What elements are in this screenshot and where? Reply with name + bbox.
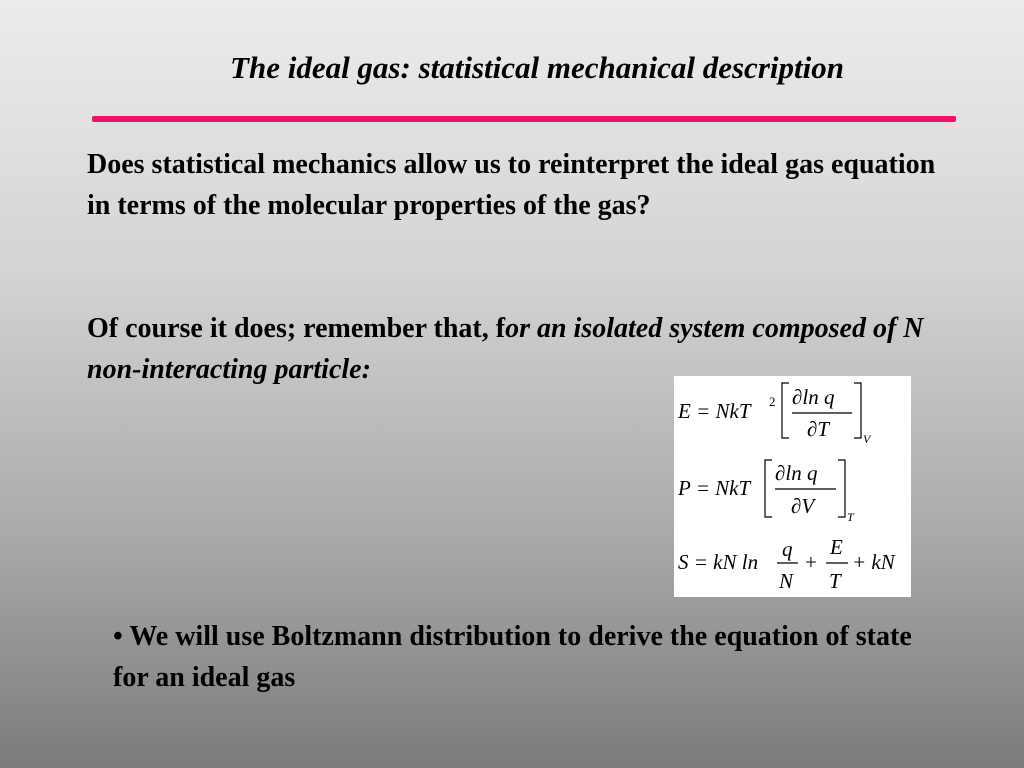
bullet-point xyxy=(113,616,913,698)
entropy-frac1-denominator: N xyxy=(779,569,794,593)
slide-title: The ideal gas: statistical mechanical description xyxy=(230,50,844,85)
pressure-numerator: ∂ln q xyxy=(775,461,818,485)
energy-lhs: E = NkT xyxy=(678,399,751,423)
bullet-symbol: • xyxy=(113,621,123,652)
energy-subscript: V xyxy=(863,432,871,446)
energy-denominator: ∂T xyxy=(807,417,830,441)
answer-italic-text: or an isolated system composed of N non-interacting particle: xyxy=(87,313,924,385)
energy-numerator: ∂ln q xyxy=(792,385,835,409)
entropy-frac1-numerator: q xyxy=(782,537,793,561)
title-divider xyxy=(92,116,956,122)
entropy-frac2-denominator: T xyxy=(829,569,841,593)
question-paragraph: Does statistical mechanics allow us to reinterpret the ideal gas equation in terms of the molecular properties of the gas? xyxy=(87,149,936,221)
entropy-frac2-numerator: E xyxy=(830,535,843,559)
bullet-text: We will use Boltzmann distribution to derive the equation of state for an ideal gas xyxy=(113,621,912,693)
entropy-plus: + xyxy=(805,550,817,574)
entropy-equation xyxy=(678,535,896,593)
entropy-lhs: S = kN ln xyxy=(678,550,759,574)
pressure-lhs: P = NkT xyxy=(678,476,751,500)
pressure-subscript: T xyxy=(847,510,854,524)
pressure-denominator: ∂V xyxy=(791,494,815,518)
pressure-equation xyxy=(677,460,855,524)
entropy-tail: + kN xyxy=(852,550,895,574)
equation-image xyxy=(674,376,911,597)
energy-equation xyxy=(677,383,872,446)
energy-exponent: 2 xyxy=(769,394,776,409)
answer-plain-text: Of course it does; remember that, f xyxy=(87,313,506,344)
